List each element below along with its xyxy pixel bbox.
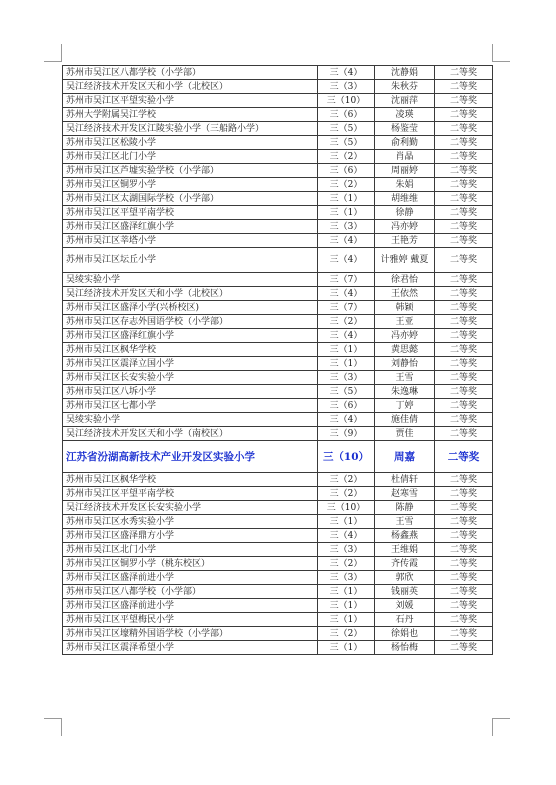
table-row [63, 399, 493, 413]
crop-mark-tl-h [44, 61, 62, 62]
school-cell: 苏州市吴江区莘塔小学 [63, 234, 318, 248]
table-row [63, 515, 493, 529]
table-row [63, 585, 493, 599]
grade-cell: 三（4） [318, 529, 375, 543]
award-cell: 二等奖 [435, 529, 493, 543]
grade-cell: 三（4） [318, 329, 375, 343]
grade-cell: 三（1） [318, 357, 375, 371]
school-cell: 苏州市吴江区八都学校（小学部） [63, 585, 318, 599]
name-cell: 冯亦婷 [375, 329, 435, 343]
crop-mark-bl-v [61, 718, 62, 736]
school-cell: 苏州市吴江区盛泽红旗小学 [63, 220, 318, 234]
award-cell: 二等奖 [435, 343, 493, 357]
grade-cell: 三（3） [318, 571, 375, 585]
award-cell: 二等奖 [435, 329, 493, 343]
name-cell: 施佳倩 [375, 413, 435, 427]
grade-cell: 三（2） [318, 315, 375, 329]
school-cell: 吴绫实验小学 [63, 413, 318, 427]
grade-cell: 三（2） [318, 178, 375, 192]
grade-cell: 三（2） [318, 557, 375, 571]
award-cell: 二等奖 [435, 613, 493, 627]
school-cell: 苏州市吴江区震泽希望小学 [63, 641, 318, 655]
table-row [63, 385, 493, 399]
name-cell: 朱逸琳 [375, 385, 435, 399]
award-cell: 二等奖 [435, 192, 493, 206]
grade-cell: 三（7） [318, 273, 375, 287]
name-cell: 沈静娟 [375, 66, 435, 80]
table-row [63, 66, 493, 80]
grade-cell: 三（2） [318, 150, 375, 164]
grade-cell: 三（6） [318, 399, 375, 413]
award-cell: 二等奖 [435, 543, 493, 557]
award-cell: 二等奖 [435, 108, 493, 122]
grade-cell: 三（3） [318, 220, 375, 234]
grade-cell: 三（1） [318, 585, 375, 599]
name-cell: 丁婷 [375, 399, 435, 413]
crop-mark-br-v [492, 718, 493, 736]
table-row [63, 108, 493, 122]
table-row [63, 343, 493, 357]
crop-mark-tr-v [492, 44, 493, 62]
school-cell: 苏州市吴江区平望平南学校 [63, 487, 318, 501]
name-cell: 陈静 [375, 501, 435, 515]
table-row [63, 220, 493, 234]
award-cell: 二等奖 [435, 599, 493, 613]
name-cell: 沈丽萍 [375, 94, 435, 108]
school-cell: 苏州市吴江区枫华学校 [63, 473, 318, 487]
award-cell: 二等奖 [435, 80, 493, 94]
school-cell: 吴江经济技术开发区天和小学（南校区） [63, 427, 318, 441]
table-row [63, 248, 493, 273]
school-cell: 苏州市吴江区存志外国语学校（小学部） [63, 315, 318, 329]
grade-cell: 三（10） [318, 94, 375, 108]
crop-mark-br-h [492, 718, 510, 719]
table-row [63, 641, 493, 655]
table-row [63, 571, 493, 585]
school-cell: 苏州市吴江区盛泽前进小学 [63, 571, 318, 585]
school-cell: 吴江经济技术开发区天和小学（北校区） [63, 80, 318, 94]
grade-cell: 三（3） [318, 543, 375, 557]
name-cell: 王雪 [375, 515, 435, 529]
table-row [63, 164, 493, 178]
table-row [63, 501, 493, 515]
table-row [63, 206, 493, 220]
table-row [63, 543, 493, 557]
award-cell: 二等奖 [435, 122, 493, 136]
award-cell: 二等奖 [435, 206, 493, 220]
award-cell: 二等奖 [435, 315, 493, 329]
award-cell: 二等奖 [435, 287, 493, 301]
school-cell: 苏州市吴江区平望实验小学 [63, 94, 318, 108]
grade-cell: 三（6） [318, 164, 375, 178]
school-cell: 江苏省汾湖高新技术产业开发区实验小学 [63, 441, 318, 473]
school-cell: 苏州市吴江区盛泽小学(兴桥校区) [63, 301, 318, 315]
school-cell: 苏州市吴江区长安实验小学 [63, 371, 318, 385]
name-cell: 黄思懿 [375, 343, 435, 357]
school-cell: 苏州市吴江区铜罗小学（桃东校区） [63, 557, 318, 571]
school-cell: 苏州市吴江区芦墟实验学校（小学部） [63, 164, 318, 178]
school-cell: 苏州市吴江区盛泽红旗小学 [63, 329, 318, 343]
name-cell: 杨鑫燕 [375, 529, 435, 543]
award-cell: 二等奖 [435, 571, 493, 585]
name-cell: 徐娟也 [375, 627, 435, 641]
school-cell: 苏州市吴江区平望梅民小学 [63, 613, 318, 627]
award-cell: 二等奖 [435, 357, 493, 371]
name-cell: 朱秋芬 [375, 80, 435, 94]
table-row [63, 136, 493, 150]
name-cell: 冯亦婷 [375, 220, 435, 234]
school-cell: 苏州市吴江区八都学校（小学部） [63, 66, 318, 80]
school-cell: 苏州市吴江区盛泽前进小学 [63, 599, 318, 613]
name-cell: 王雪 [375, 371, 435, 385]
name-cell: 周丽婷 [375, 164, 435, 178]
name-cell: 韩颖 [375, 301, 435, 315]
award-cell: 二等奖 [435, 234, 493, 248]
award-cell: 二等奖 [435, 487, 493, 501]
table-row [63, 94, 493, 108]
award-cell: 二等奖 [435, 627, 493, 641]
name-cell: 朱娟 [375, 178, 435, 192]
award-cell: 二等奖 [435, 399, 493, 413]
table-row [63, 441, 493, 473]
grade-cell: 三（5） [318, 136, 375, 150]
table-row [63, 427, 493, 441]
table-row [63, 613, 493, 627]
name-cell: 肖晶 [375, 150, 435, 164]
award-cell: 二等奖 [435, 413, 493, 427]
grade-cell: 三（4） [318, 234, 375, 248]
grade-cell: 三（9） [318, 427, 375, 441]
school-cell: 苏州大学附属吴江学校 [63, 108, 318, 122]
grade-cell: 三（2） [318, 487, 375, 501]
grade-cell: 三（1） [318, 206, 375, 220]
name-cell: 刘媛 [375, 599, 435, 613]
grade-cell: 三（1） [318, 343, 375, 357]
grade-cell: 三（6） [318, 108, 375, 122]
table-row [63, 529, 493, 543]
table-row [63, 627, 493, 641]
table-row [63, 122, 493, 136]
award-cell: 二等奖 [435, 557, 493, 571]
award-cell: 二等奖 [435, 515, 493, 529]
school-cell: 苏州市吴江区平望平南学校 [63, 206, 318, 220]
table-row [63, 329, 493, 343]
name-cell: 杨鉴莹 [375, 122, 435, 136]
name-cell: 王维娟 [375, 543, 435, 557]
name-cell: 杜倩轩 [375, 473, 435, 487]
grade-cell: 三（10） [318, 441, 375, 473]
grade-cell: 三（3） [318, 371, 375, 385]
name-cell: 周嘉 [375, 441, 435, 473]
name-cell: 齐传霞 [375, 557, 435, 571]
table-row [63, 192, 493, 206]
school-cell: 苏州市吴江区太湖国际学校（小学部） [63, 192, 318, 206]
school-cell: 苏州市吴江区壕精外国语学校（小学部） [63, 627, 318, 641]
name-cell: 赵寒雪 [375, 487, 435, 501]
grade-cell: 三（1） [318, 641, 375, 655]
grade-cell: 三（5） [318, 385, 375, 399]
award-cell: 二等奖 [435, 150, 493, 164]
grade-cell: 三（10） [318, 501, 375, 515]
award-cell: 二等奖 [435, 441, 493, 473]
grade-cell: 三（1） [318, 192, 375, 206]
table-row [63, 80, 493, 94]
grade-cell: 三（7） [318, 301, 375, 315]
crop-mark-tr-h [492, 61, 510, 62]
school-cell: 苏州市吴江区坛丘小学 [63, 248, 318, 273]
table-row [63, 178, 493, 192]
grade-cell: 三（1） [318, 613, 375, 627]
name-cell: 钱丽英 [375, 585, 435, 599]
table-row [63, 301, 493, 315]
school-cell: 苏州市吴江区水秀实验小学 [63, 515, 318, 529]
table-row [63, 557, 493, 571]
table-row [63, 234, 493, 248]
grade-cell: 三（4） [318, 287, 375, 301]
table-row [63, 315, 493, 329]
grade-cell: 三（1） [318, 599, 375, 613]
name-cell: 石丹 [375, 613, 435, 627]
award-cell: 二等奖 [435, 641, 493, 655]
school-cell: 苏州市吴江区八坼小学 [63, 385, 318, 399]
table-row [63, 357, 493, 371]
award-cell: 二等奖 [435, 220, 493, 234]
name-cell: 刘静怡 [375, 357, 435, 371]
school-cell: 苏州市吴江区震泽立国小学 [63, 357, 318, 371]
table-row [63, 473, 493, 487]
grade-cell: 三（4） [318, 66, 375, 80]
name-cell: 郭欣 [375, 571, 435, 585]
grade-cell: 三（2） [318, 473, 375, 487]
award-cell: 二等奖 [435, 273, 493, 287]
table-row [63, 150, 493, 164]
school-cell: 苏州市吴江区枫华学校 [63, 343, 318, 357]
table-row [63, 413, 493, 427]
school-cell: 吴江经济技术开发区天和小学（北校区） [63, 287, 318, 301]
award-cell: 二等奖 [435, 371, 493, 385]
award-cell: 二等奖 [435, 473, 493, 487]
table-row [63, 371, 493, 385]
table-row [63, 487, 493, 501]
name-cell: 胡维维 [375, 192, 435, 206]
crop-mark-tl-v [61, 44, 62, 62]
table-row [63, 287, 493, 301]
grade-cell: 三（4） [318, 248, 375, 273]
award-cell: 二等奖 [435, 585, 493, 599]
name-cell: 贾佳 [375, 427, 435, 441]
name-cell: 俞利勤 [375, 136, 435, 150]
school-cell: 吴江经济技术开发区长安实验小学 [63, 501, 318, 515]
school-cell: 苏州市吴江区盛泽鼎方小学 [63, 529, 318, 543]
grade-cell: 三（3） [318, 80, 375, 94]
school-cell: 苏州市吴江区北门小学 [63, 150, 318, 164]
school-cell: 苏州市吴江区铜罗小学 [63, 178, 318, 192]
name-cell: 王亚 [375, 315, 435, 329]
school-cell: 苏州市吴江区松陵小学 [63, 136, 318, 150]
award-cell: 二等奖 [435, 427, 493, 441]
award-table [62, 65, 493, 655]
grade-cell: 三（4） [318, 413, 375, 427]
name-cell: 王艳芳 [375, 234, 435, 248]
name-cell: 徐君怡 [375, 273, 435, 287]
name-cell: 计雅婷 戴夏 [375, 248, 435, 273]
award-cell: 二等奖 [435, 94, 493, 108]
table-row [63, 273, 493, 287]
award-cell: 二等奖 [435, 248, 493, 273]
table-row [63, 599, 493, 613]
award-table-body [63, 66, 493, 655]
grade-cell: 三（2） [318, 627, 375, 641]
grade-cell: 三（1） [318, 515, 375, 529]
name-cell: 凌瑛 [375, 108, 435, 122]
award-cell: 二等奖 [435, 178, 493, 192]
name-cell: 徐静 [375, 206, 435, 220]
award-cell: 二等奖 [435, 66, 493, 80]
award-cell: 二等奖 [435, 164, 493, 178]
award-cell: 二等奖 [435, 136, 493, 150]
crop-mark-bl-h [44, 718, 62, 719]
school-cell: 吴绫实验小学 [63, 273, 318, 287]
award-cell: 二等奖 [435, 301, 493, 315]
award-cell: 二等奖 [435, 501, 493, 515]
school-cell: 苏州市吴江区七都小学 [63, 399, 318, 413]
name-cell: 杨怡梅 [375, 641, 435, 655]
school-cell: 苏州市吴江区北门小学 [63, 543, 318, 557]
grade-cell: 三（5） [318, 122, 375, 136]
name-cell: 王依然 [375, 287, 435, 301]
school-cell: 吴江经济技术开发区江陵实验小学（三船路小学） [63, 122, 318, 136]
award-cell: 二等奖 [435, 385, 493, 399]
